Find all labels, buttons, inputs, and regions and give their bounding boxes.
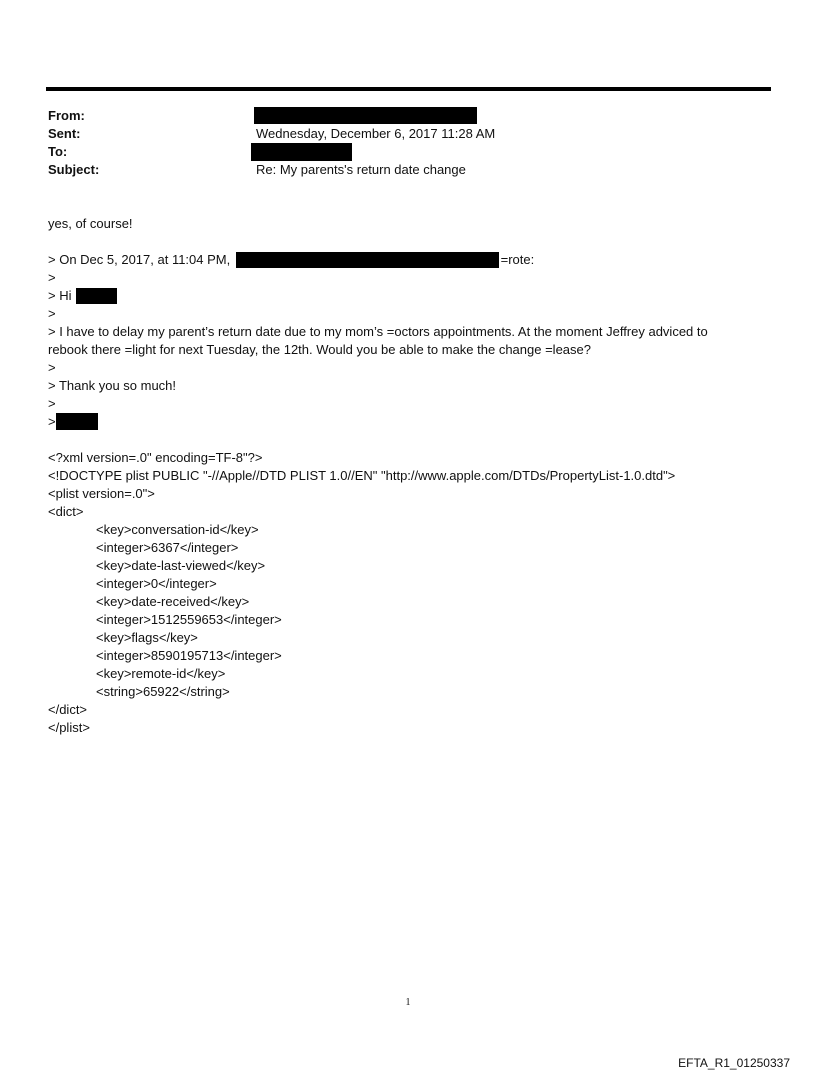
sent-label: Sent: [48,126,81,141]
plist-entry: <key>conversation-id</key> [96,522,259,537]
dict-close: </dict> [48,702,88,717]
plist-entry: <integer>0</integer> [96,576,217,591]
quote-blank-4: > [48,396,56,411]
plist-open: <plist version=.0"> [48,486,155,501]
quote-signature: > [48,414,56,429]
plist-entry: <integer>1512559653</integer> [96,612,282,627]
quote-paragraph-line-1: > I have to delay my parent’s return date due to my mom’s =octors appointments. At the moment Jeffrey adviced to [48,324,708,339]
page-number: 1 [405,997,411,1008]
sender-redaction [236,252,499,268]
subject-label: Subject: [48,162,100,177]
xml-declaration: <?xml version=.0" encoding=TF-8"?> [48,450,263,465]
bates-number: EFTA_R1_01250337 [678,1056,790,1070]
plist-entry: <key>date-last-viewed</key> [96,558,266,573]
to-redaction [251,143,352,161]
quote-intro-before: > On Dec 5, 2017, at 11:04 PM, [48,252,231,267]
plist-close: </plist> [48,720,90,735]
quote-blank-3: > [48,360,56,375]
quote-paragraph-line-2: rebook there =light for next Tuesday, the 12th. Would you be able to make the change =lease? [48,342,591,357]
to-label: To: [48,144,68,159]
header-rule [46,87,771,91]
quote-blank-1: > [48,270,56,285]
quote-hi: > Hi [48,288,72,303]
from-label: From: [48,108,85,123]
reply-text: yes, of course! [48,216,133,231]
dict-open: <dict> [48,504,84,519]
sent-value: Wednesday, December 6, 2017 11:28 AM [256,126,496,141]
from-redaction [254,107,477,124]
subject-value: Re: My parents's return date change [256,162,466,177]
quote-intro-after: =rote: [497,252,535,267]
doctype-line: <!DOCTYPE plist PUBLIC "-//Apple//DTD PLIST 1.0//EN" "http://www.apple.com/DTDs/PropertyList-1.0.dtd"> [48,468,676,483]
quote-blank-2: > [48,306,56,321]
signature-redaction [56,413,98,430]
plist-entry: <string>65922</string> [96,684,230,699]
quote-thanks: > Thank you so much! [48,378,177,393]
plist-entry: <key>remote-id</key> [96,666,226,681]
plist-entry: <key>date-received</key> [96,594,250,609]
plist-entry: <integer>6367</integer> [96,540,239,555]
plist-entry: <integer>8590195713</integer> [96,648,282,663]
plist-entry: <key>flags</key> [96,630,198,645]
name-redaction [76,288,117,304]
